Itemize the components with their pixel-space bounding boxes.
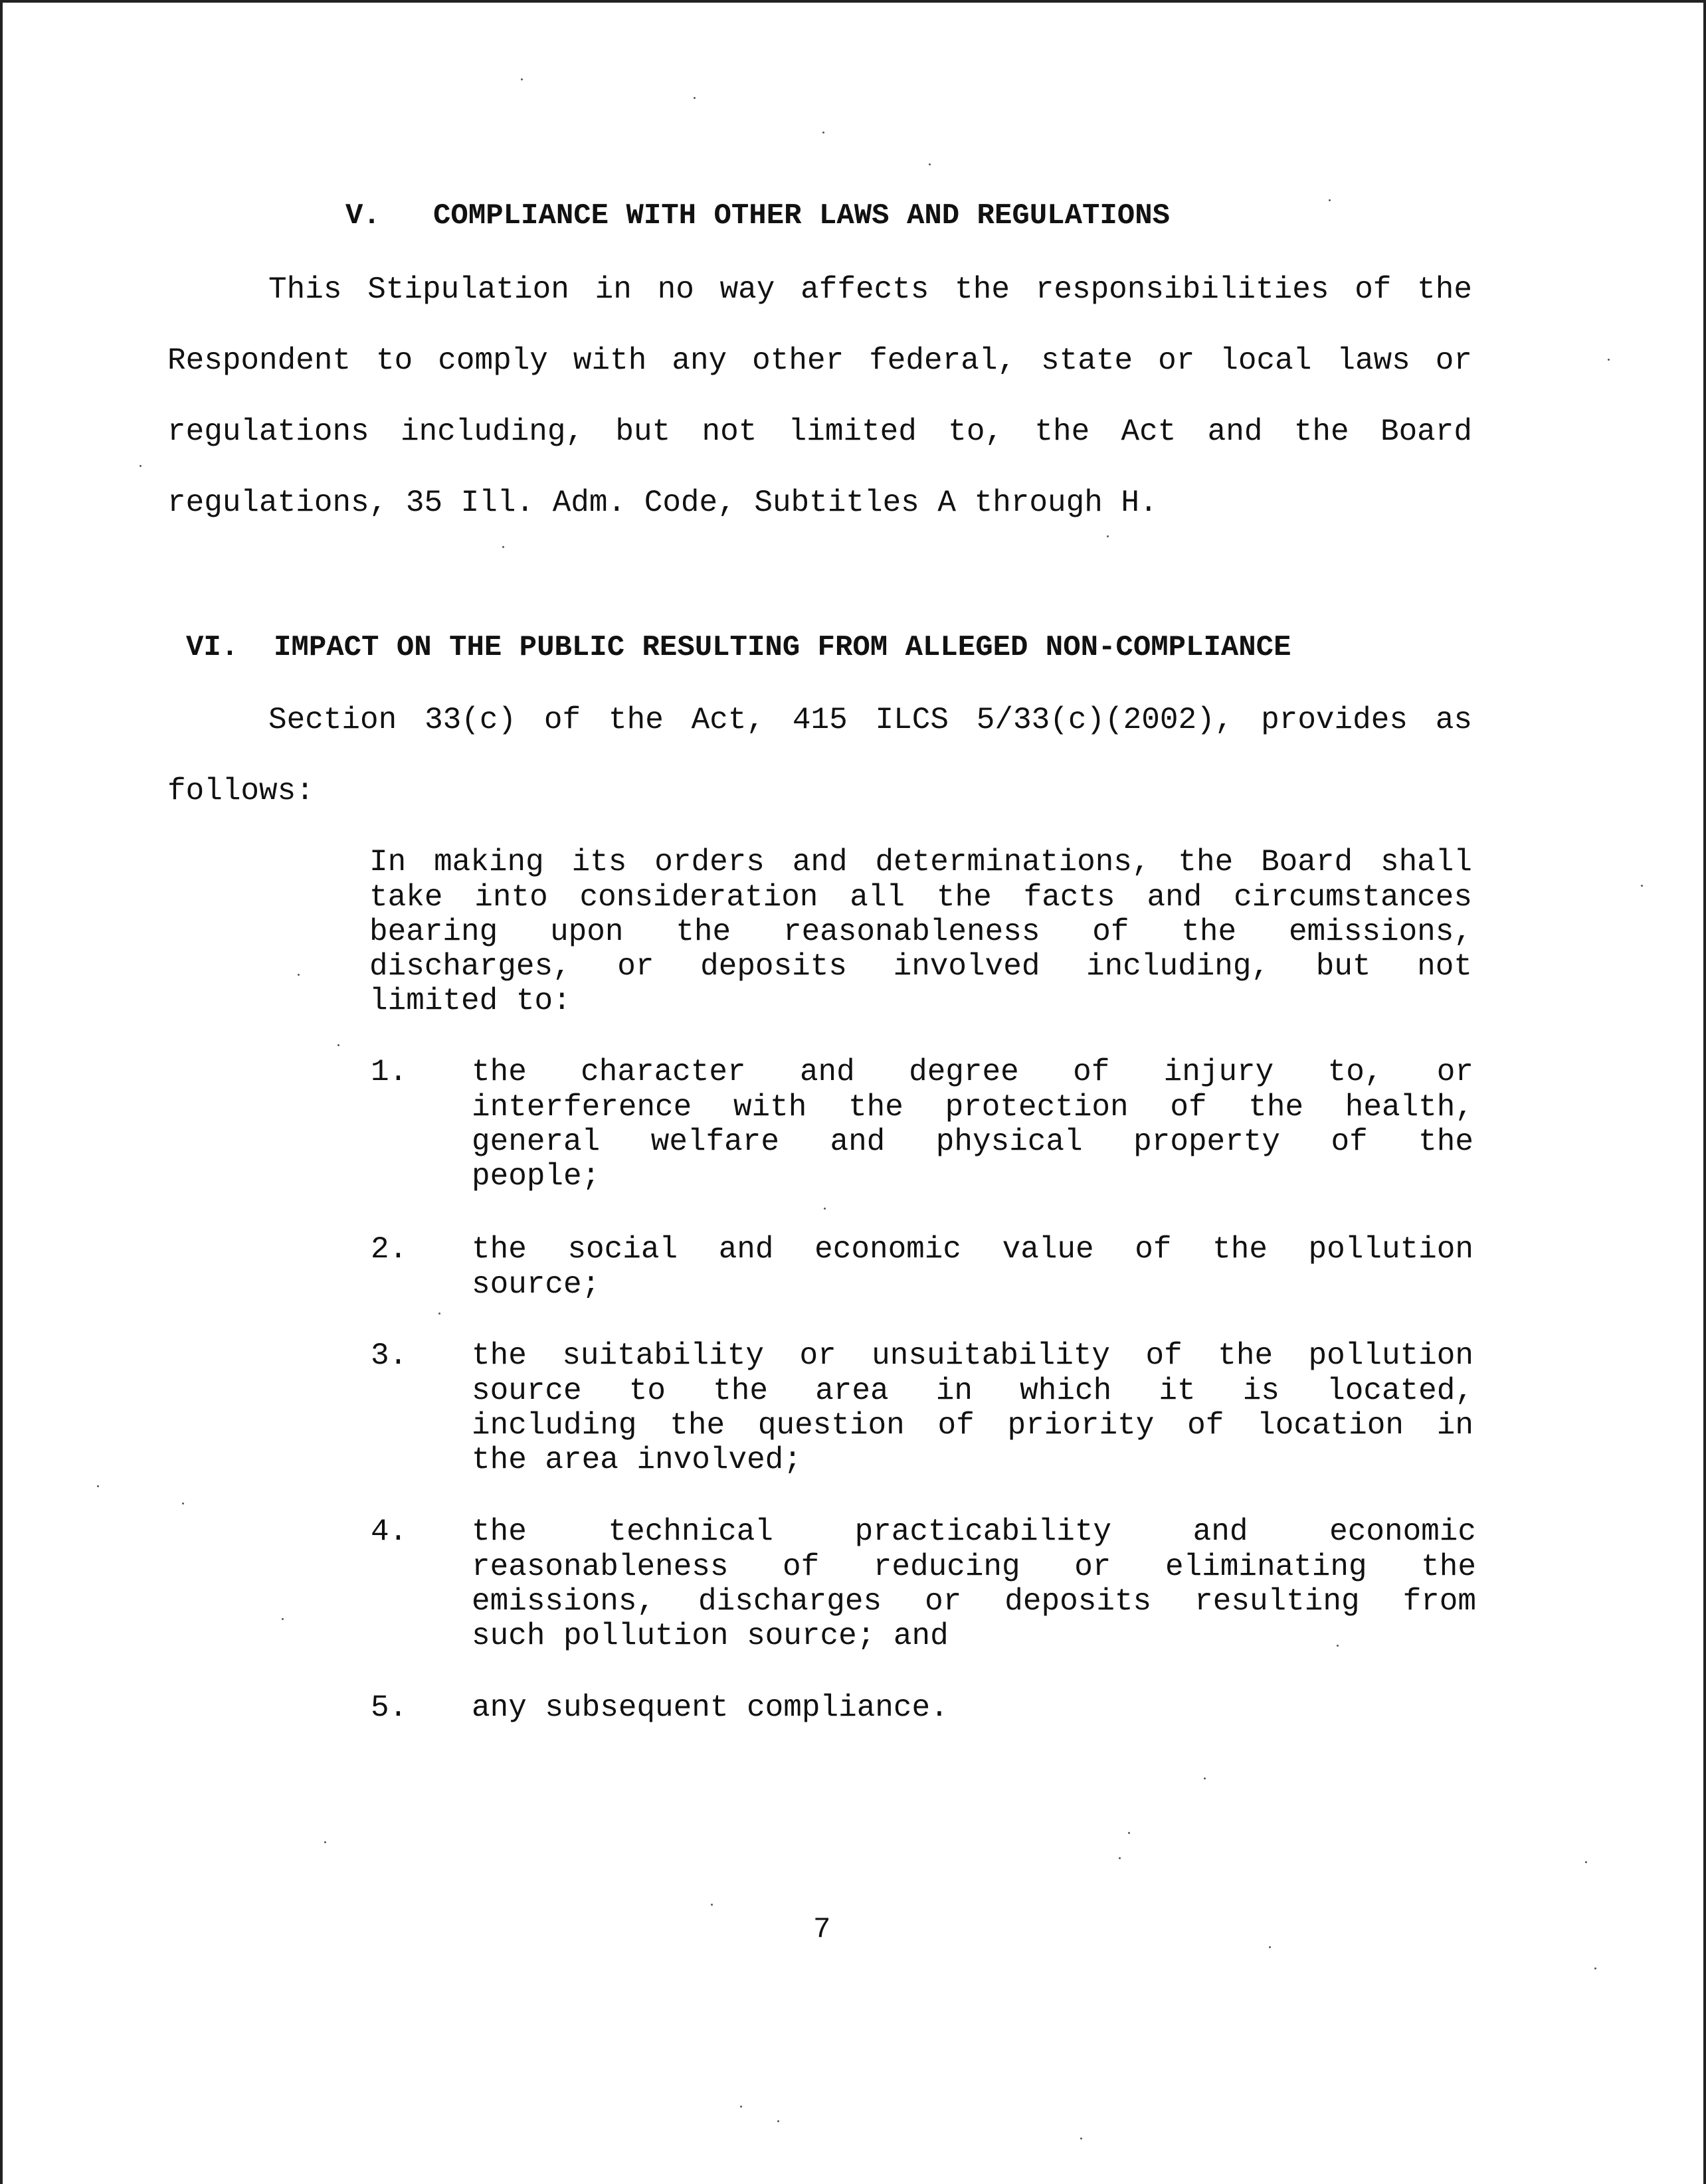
scan-speck (694, 97, 696, 99)
scan-speck (824, 1208, 826, 1210)
scan-speck (140, 465, 142, 467)
list-item-3-line-2: source to the area in which it is located, (472, 1374, 1473, 1408)
scan-speck (337, 1044, 339, 1046)
scan-speck (740, 2106, 742, 2108)
list-item-4-line-2: reasonableness of reducing or eliminating the (472, 1550, 1476, 1584)
list-item-3-line-3: including the question of priority of location in (472, 1408, 1473, 1443)
page-border-top (0, 0, 1706, 3)
list-item-5-line-1: any subsequent compliance. (472, 1690, 949, 1725)
page-border-left (0, 0, 3, 2184)
list-item-3-line-4: the area involved; (472, 1443, 802, 1477)
list-item-number: 2. (371, 1232, 408, 1267)
section-vi-intro-line-1: Section 33(c) of the Act, 415 ILCS 5/33(c)(2002), provides as (268, 703, 1472, 737)
list-item-number: 3. (371, 1338, 408, 1373)
list-item-2-line-1: the social and economic value of the pollution (472, 1232, 1473, 1267)
scan-speck (1204, 1777, 1206, 1779)
scan-speck (1329, 199, 1331, 201)
page-number: 7 (813, 1913, 831, 1946)
quote-line-5: limited to: (369, 984, 571, 1018)
section-vi-intro-line-2: follows: (167, 774, 314, 808)
section-v-line-2: Respondent to comply with any other federal, state or local laws or (167, 343, 1472, 378)
scan-speck (438, 1313, 440, 1315)
quote-line-4: discharges, or deposits involved including, but not (369, 949, 1472, 984)
scan-speck (282, 1618, 284, 1620)
scan-speck (929, 163, 931, 165)
scan-speck (324, 1841, 326, 1843)
list-item-3-line-1: the suitability or unsuitability of the pollution (472, 1338, 1473, 1373)
list-item-4-line-3: emissions, discharges or deposits resulting from (472, 1584, 1476, 1619)
scan-speck (822, 132, 824, 134)
scan-speck (1641, 885, 1643, 887)
list-item-number: 1. (371, 1055, 408, 1089)
quote-line-3: bearing upon the reasonableness of the emissions, (369, 915, 1472, 949)
quote-line-2: take into consideration all the facts and circumstances (369, 880, 1472, 915)
scan-speck (1107, 535, 1109, 537)
section-v-heading: V. COMPLIANCE WITH OTHER LAWS AND REGULATIONS (345, 199, 1171, 232)
scan-speck (298, 974, 300, 976)
scan-speck (1608, 359, 1610, 361)
scan-speck (1594, 1967, 1596, 1969)
list-item-number: 4. (371, 1514, 408, 1549)
section-v-line-3: regulations including, but not limited to, the Act and the Board (167, 414, 1472, 449)
list-item-1-line-2: interference with the protection of the health, (472, 1090, 1473, 1125)
list-item-1-line-1: the character and degree of injury to, or (472, 1055, 1473, 1089)
section-v-line-4: regulations, 35 Ill. Adm. Code, Subtitles A through H. (167, 486, 1158, 520)
section-v-line-1: This Stipulation in no way affects the responsibilities of the (268, 272, 1472, 307)
list-item-1-line-3: general welfare and physical property of the (472, 1125, 1473, 1159)
quote-line-1: In making its orders and determinations, the Board shall (369, 845, 1472, 879)
list-item-number: 5. (371, 1690, 408, 1725)
list-item-2-line-2: source; (472, 1267, 601, 1302)
scan-speck (1080, 2138, 1082, 2139)
list-item-4-line-4: such pollution source; and (472, 1619, 949, 1653)
scan-speck (1119, 1857, 1121, 1859)
scan-speck (182, 1502, 184, 1504)
scan-speck (1269, 1946, 1271, 1948)
scan-speck (521, 78, 523, 80)
section-vi-heading: VI. IMPACT ON THE PUBLIC RESULTING FROM ALLEGED NON-COMPLIANCE (186, 631, 1291, 664)
scan-speck (1337, 1645, 1339, 1647)
page-border-right (1703, 0, 1706, 2184)
scan-speck (1128, 1832, 1130, 1834)
list-item-4-line-1: the technical practicability and economic (472, 1514, 1476, 1549)
scan-speck (502, 546, 504, 548)
scan-speck (711, 1904, 713, 1906)
list-item-1-line-4: people; (472, 1159, 601, 1194)
scan-speck (777, 2120, 779, 2122)
scan-speck (1585, 1861, 1587, 1863)
scan-speck (97, 1485, 99, 1487)
